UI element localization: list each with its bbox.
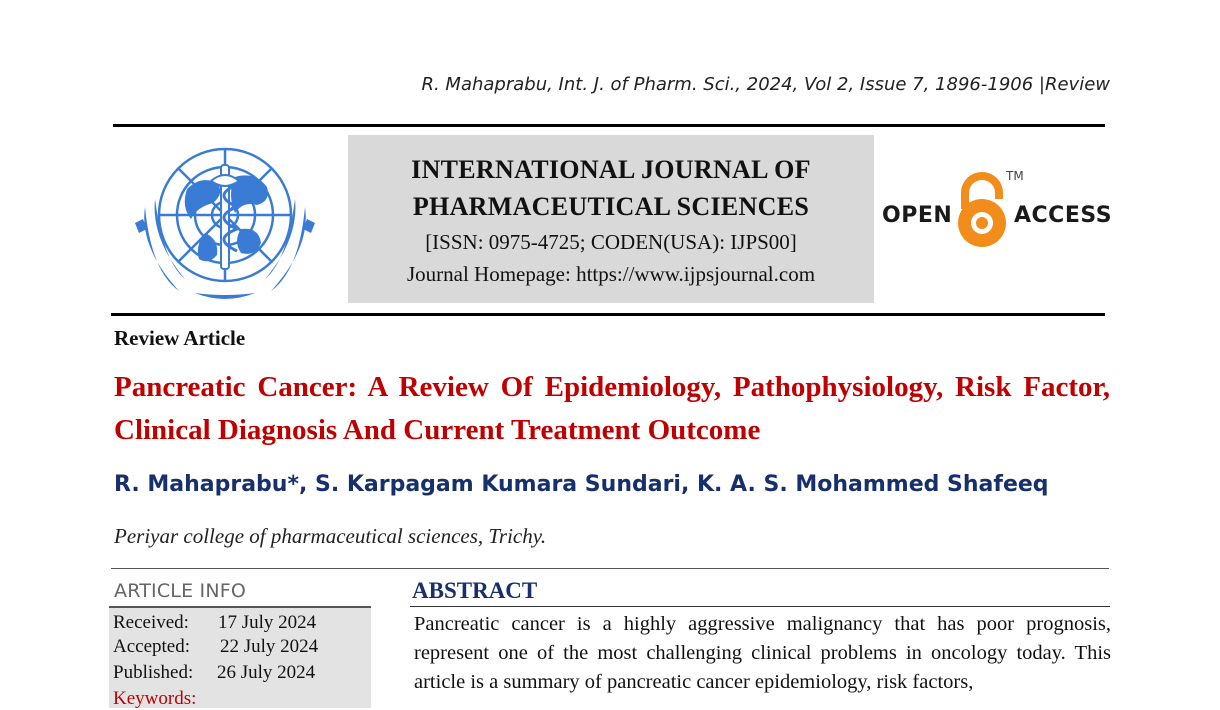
journal-name-line1: INTERNATIONAL JOURNAL OF bbox=[411, 155, 811, 184]
journal-homepage-link[interactable]: Journal Homepage: https://www.ijpsjournal.com bbox=[406, 262, 816, 286]
open-access-left-text: OPEN bbox=[882, 203, 953, 228]
section-divider bbox=[111, 568, 1109, 569]
published-label: Published: bbox=[113, 662, 194, 683]
open-lock-icon bbox=[953, 165, 1013, 255]
author-list: R. Mahaprabu*, S. Karpagam Kumara Sundari, K. A. S. Mohammed Shafeeq bbox=[114, 472, 1049, 497]
received-date: 17 July 2024 bbox=[218, 612, 317, 633]
journal-name-line2: PHARMACEUTICAL SCIENCES bbox=[412, 192, 810, 221]
journal-name bbox=[348, 151, 874, 225]
header-rule-top bbox=[113, 124, 1105, 127]
open-access-right-text: ACCESS bbox=[1014, 203, 1113, 228]
published-row bbox=[113, 662, 316, 684]
article-title: Pancreatic Cancer: A Review Of Epidemiology, Pathophysiology, Risk Factor, Clinical Diagnosis And Current Treatment Outcome bbox=[114, 371, 1110, 446]
journal-emblem-icon bbox=[125, 137, 325, 307]
header-rule-bottom bbox=[111, 313, 1105, 316]
open-access-badge bbox=[880, 165, 1113, 255]
accepted-date: 22 July 2024 bbox=[220, 636, 319, 657]
accepted-label: Accepted: bbox=[113, 636, 191, 657]
received-label: Received: bbox=[113, 612, 189, 633]
abstract-heading-rule bbox=[410, 606, 1110, 607]
received-row bbox=[113, 612, 317, 634]
published-date: 26 July 2024 bbox=[217, 662, 316, 683]
article-info-box bbox=[109, 606, 371, 708]
running-header-citation: R. Mahaprabu, Int. J. of Pharm. Sci., 2024, Vol 2, Issue 7, 1896-1906 |Review bbox=[421, 74, 1110, 95]
abstract-text: Pancreatic cancer is a highly aggressive malignancy that has poor prognosis, represent one of the most challenging clinical problems in oncology today. This article is a summary of pancreatic cancer epidemiology, risk factors, bbox=[414, 613, 1111, 693]
keywords-label: Keywords: bbox=[113, 688, 197, 709]
trademark-mark: TM bbox=[1006, 169, 1024, 183]
abstract-heading: ABSTRACT bbox=[412, 578, 538, 603]
accepted-row bbox=[113, 636, 319, 658]
article-info-heading: ARTICLE INFO bbox=[114, 580, 247, 602]
journal-issn: [ISSN: 0975-4725; CODEN(USA): IJPS00] bbox=[425, 230, 797, 254]
article-type: Review Article bbox=[114, 326, 246, 350]
journal-title-box bbox=[348, 135, 874, 303]
author-affiliation: Periyar college of pharmaceutical sciences, Trichy. bbox=[114, 524, 547, 548]
